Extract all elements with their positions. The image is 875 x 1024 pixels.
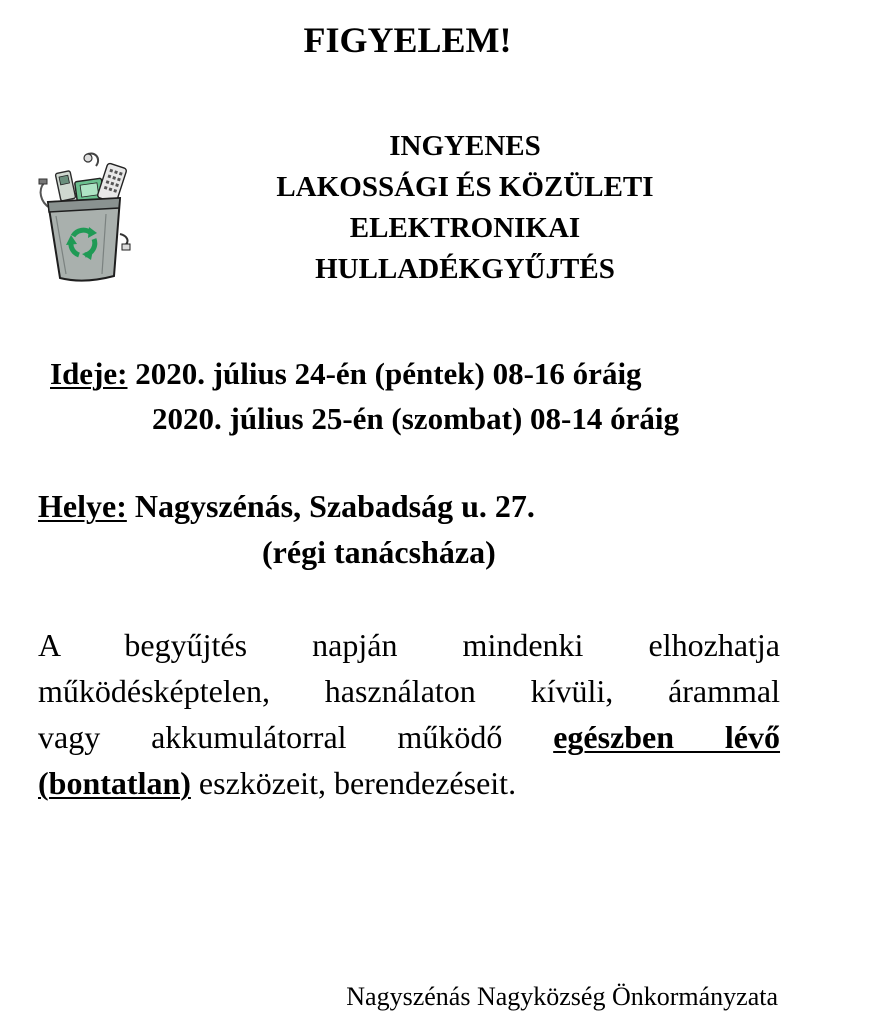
heading-line: INGYENES [389, 130, 541, 162]
time-line-2: 2020. július 25-én (szombat) 08-14 óráig [152, 401, 679, 436]
time-row-1 [50, 355, 642, 393]
emphasis-unopened: (bontatlan) [38, 765, 191, 801]
heading-line: HULLADÉKGYŰJTÉS [315, 253, 615, 285]
heading-line: ELEKTRONIKAI [349, 212, 581, 244]
body-line-2: működésképtelen, használaton kívüli, árammal [38, 673, 780, 709]
body-paragraph [38, 622, 780, 806]
body-line-1: A begyűjtés napján mindenki elhozhatja [38, 627, 780, 663]
body-line-4 [38, 760, 780, 806]
time-line-1: 2020. július 24-én (péntek) 08-16 óráig [135, 356, 642, 391]
place-line-1: Nagyszénás, Szabadság u. 27. [134, 488, 535, 524]
body-line-3-text: vagy akkumulátorral működő [38, 719, 503, 755]
electronic-waste-recycle-bin-icon [36, 150, 136, 285]
place-label: Helye: [38, 488, 127, 524]
place-row-1 [38, 487, 535, 525]
signature: Nagyszénás Nagyközség Önkormányzata [346, 982, 778, 1011]
heading-line: LAKOSSÁGI ÉS KÖZÜLETI [276, 171, 654, 203]
body-line-3 [38, 714, 780, 760]
emphasis-intact: egészben lévő [553, 719, 781, 755]
place-line-2: (régi tanácsháza) [262, 534, 496, 570]
notice-title: FIGYELEM! [303, 20, 512, 60]
body-line-4-text: eszközeit, berendezéseit. [198, 765, 517, 801]
event-heading [150, 126, 780, 290]
time-label: Ideje: [50, 356, 128, 391]
